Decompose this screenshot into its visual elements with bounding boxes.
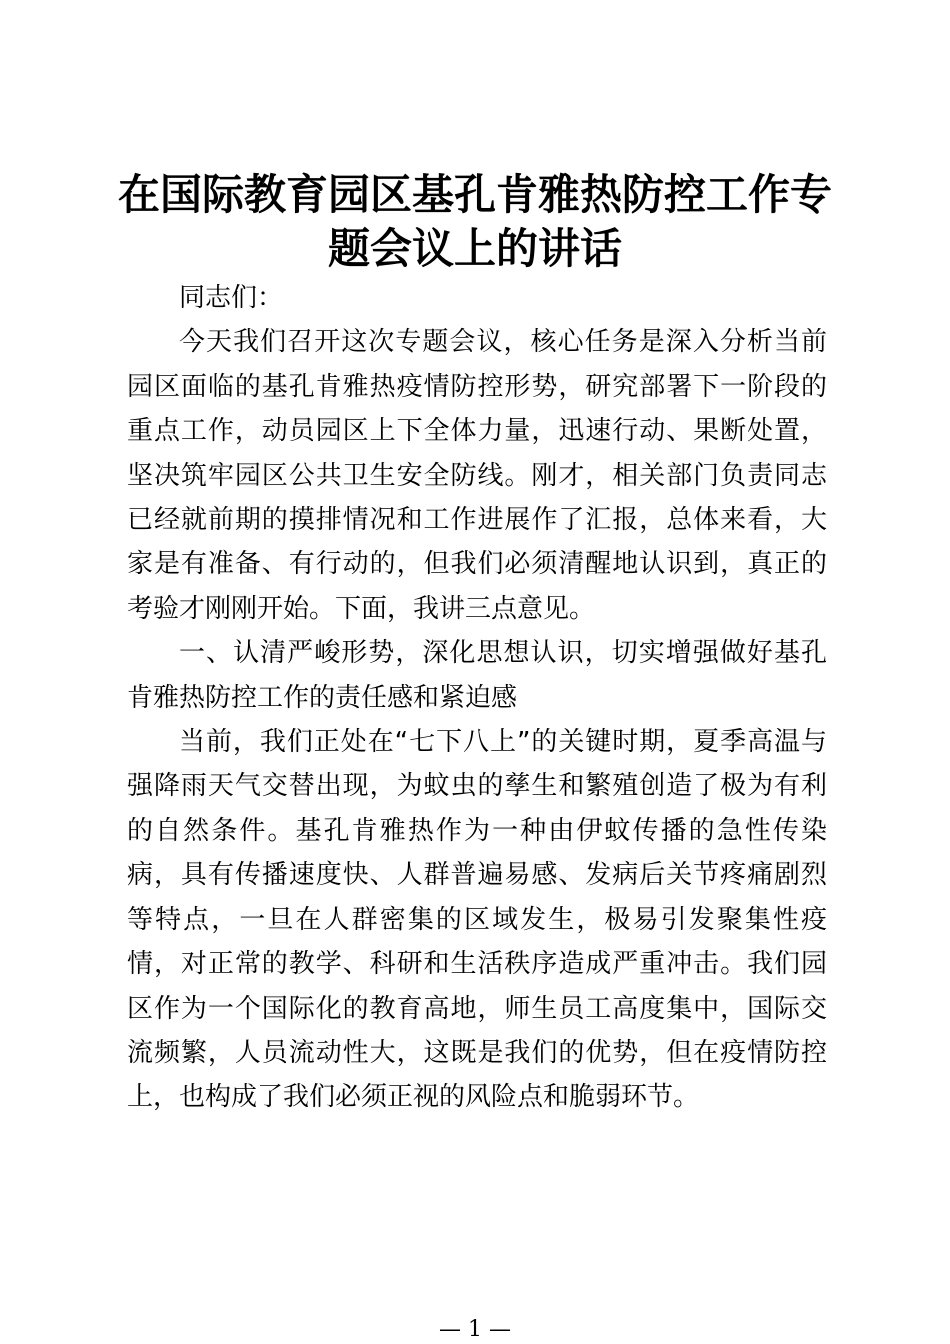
section-heading: 一、认清严峻形势，深化思想认识，切实增强做好基孔肯雅热防控工作的责任感和紧迫感 bbox=[127, 638, 827, 713]
body-paragraph: 今天我们召开这次专题会议，核心任务是深入分析当前园区面临的基孔肯雅热疫情防控形势，研究部署下一阶段的重点工作，动员园区上下全体力量，迅速行动、果断处置，坚决筑牢园区公共卫生安全防线。刚才，相关部门负责同志已经就前期的摸排情况和工作进展作了汇报，总体来看，大家是有准备、有行动的，但我们必须清醒地认识到，真正的考验才刚刚开始。下面，我讲三点意见。 bbox=[127, 327, 827, 624]
salutation: 同志们： bbox=[179, 283, 284, 313]
document-body bbox=[127, 276, 827, 1120]
page-number: — 1 — bbox=[439, 1317, 511, 1342]
body-paragraph: 当前，我们正处在“七下八上”的关键时期，夏季高温与强降雨天气交替出现，为蚊虫的孳生和繁殖创造了极为有利的自然条件。基孔肯雅热作为一种由伊蚊传播的急性传染病，具有传播速度快、人群普遍易感、发病后关节疼痛剧烈等特点，一旦在人群密集的区域发生，极易引发聚集性疫情，对正常的教学、科研和生活秩序造成严重冲击。我们园区作为一个国际化的教育高地，师生员工高度集中，国际交流频繁，人员流动性大，这既是我们的优势，但在疫情防控上，也构成了我们必须正视的风险点和脆弱环节。 bbox=[127, 727, 827, 1113]
document-title: 在国际教育园区基孔肯雅热防控工作专题会议上的讲话 bbox=[117, 170, 832, 273]
